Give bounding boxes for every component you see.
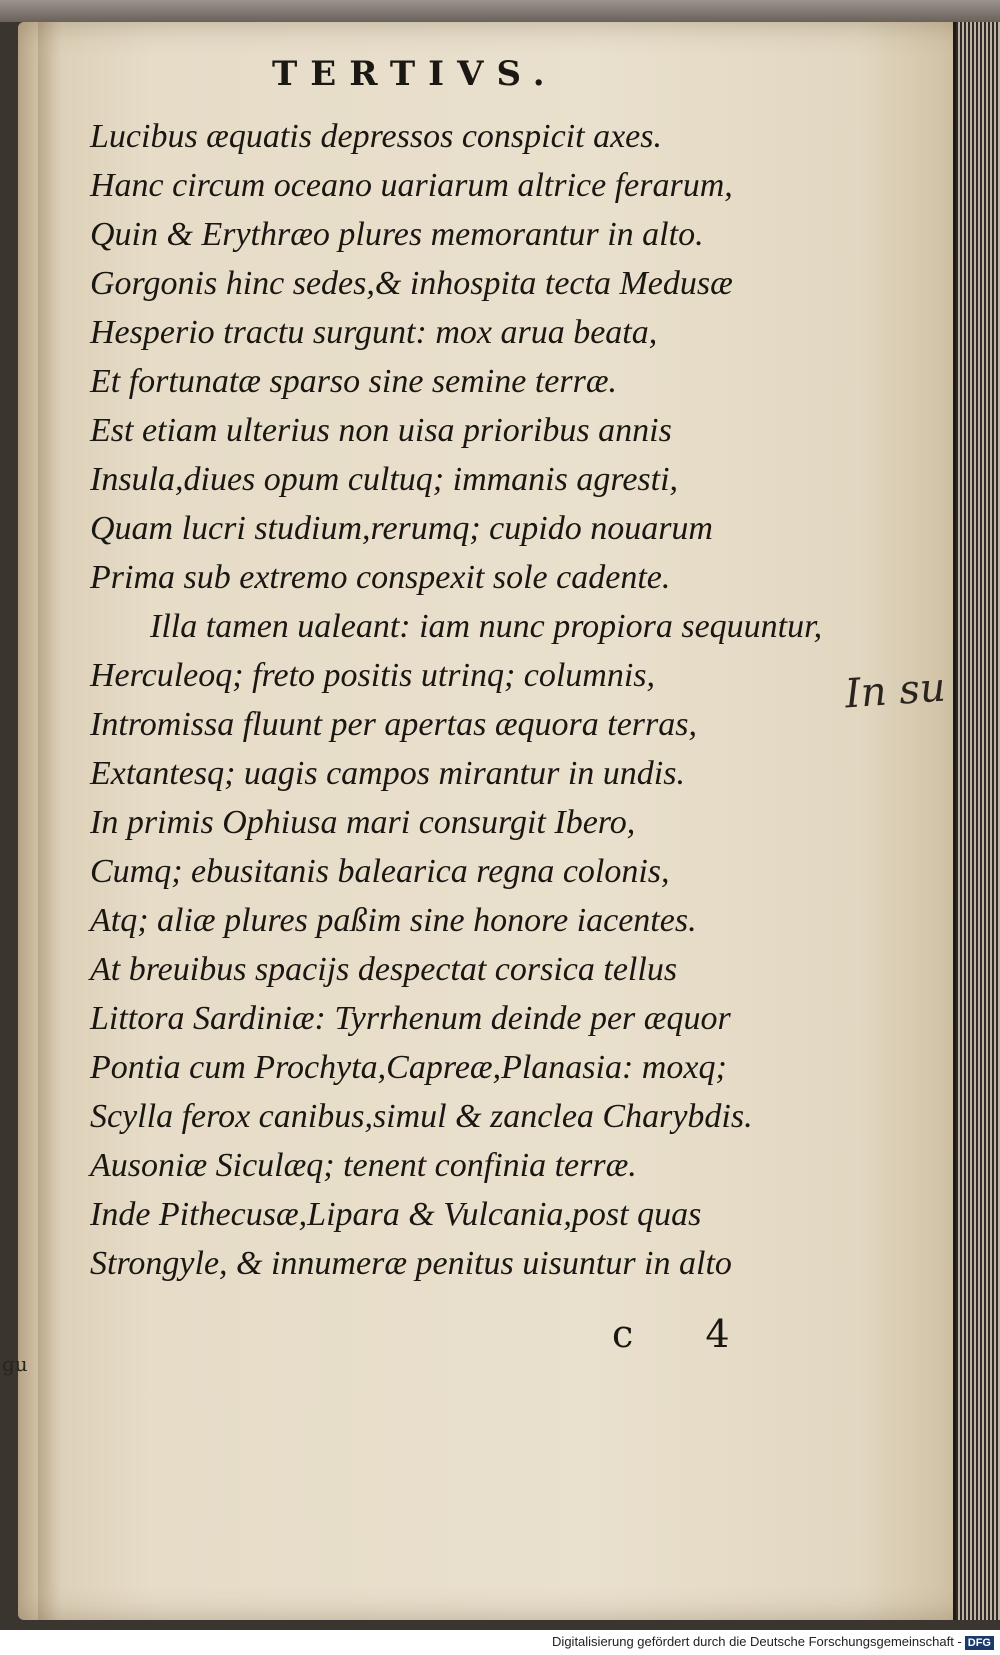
verse-line: Extantesq; uagis campos mirantur in undis. bbox=[90, 755, 685, 792]
verse-line: Pontia cum Prochyta,Capreæ,Planasia: moxq; bbox=[90, 1049, 727, 1086]
digitization-credit bbox=[552, 1634, 994, 1650]
page-gutter-shadow bbox=[38, 22, 62, 1620]
verse-line: Prima sub extremo conspexit sole cadente. bbox=[90, 559, 671, 596]
verse-line: Gorgonis hinc sedes,& inhospita tecta Medusæ bbox=[90, 265, 733, 302]
credit-text: Digitalisierung gefördert durch die Deutsche Forschungsgemeinschaft - bbox=[552, 1634, 962, 1649]
verse-line: Quam lucri studium,rerumq; cupido nouarum bbox=[90, 510, 713, 547]
running-head: TERTIVS. bbox=[272, 54, 558, 94]
verse-line: Atq; aliæ plures paßim sine honore iacentes. bbox=[90, 902, 697, 939]
left-edge-mark: gu bbox=[2, 1352, 28, 1376]
verse-line: Illa tamen ualeant: iam nunc propiora sequuntur, bbox=[150, 608, 823, 645]
verse-line: Cumq; ebusitanis balearica regna colonis, bbox=[90, 853, 670, 890]
verse-line: Strongyle, & innumeræ penitus uisuntur in alto bbox=[90, 1245, 732, 1282]
page-edges bbox=[953, 22, 1000, 1620]
footer-bar bbox=[0, 1630, 1000, 1655]
signature-mark: c 4 bbox=[612, 1312, 760, 1356]
verse-line: Littora Sardiniæ: Tyrrhenum deinde per æquor bbox=[90, 1000, 731, 1037]
verse-text-block bbox=[90, 112, 850, 1288]
dfg-logo: DFG bbox=[965, 1636, 994, 1650]
verse-line: Quin & Erythræo plures memorantur in alto. bbox=[90, 216, 704, 253]
verse-line: Hanc circum oceano uariarum altrice ferarum, bbox=[90, 167, 733, 204]
verse-line: In primis Ophiusa mari consurgit Ibero, bbox=[90, 804, 636, 841]
verse-line: Ausoniæ Siculæq; tenent confinia terræ. bbox=[90, 1147, 637, 1184]
verse-line: Et fortunatæ sparso sine semine terræ. bbox=[90, 363, 618, 400]
handwritten-margin-note: In su bbox=[843, 664, 948, 718]
verse-line: At breuibus spacijs despectat corsica tellus bbox=[90, 951, 678, 988]
verse-line: Hesperio tractu surgunt: mox arua beata, bbox=[90, 314, 658, 351]
top-edge bbox=[0, 0, 1000, 22]
verse-line: Lucibus æquatis depressos conspicit axes. bbox=[90, 118, 662, 155]
verse-line: Scylla ferox canibus,simul & zanclea Charybdis. bbox=[90, 1098, 753, 1135]
verse-line: Est etiam ulterius non uisa prioribus annis bbox=[90, 412, 672, 449]
verse-line: Inde Pithecusæ,Lipara & Vulcania,post quas bbox=[90, 1196, 702, 1233]
verse-line: Insula,diues opum cultuq; immanis agresti, bbox=[90, 461, 679, 498]
verse-line: Herculeoq; freto positis utrinq; columnis, bbox=[90, 657, 656, 694]
verse-line: Intromissa fluunt per apertas æquora terras, bbox=[90, 706, 698, 743]
